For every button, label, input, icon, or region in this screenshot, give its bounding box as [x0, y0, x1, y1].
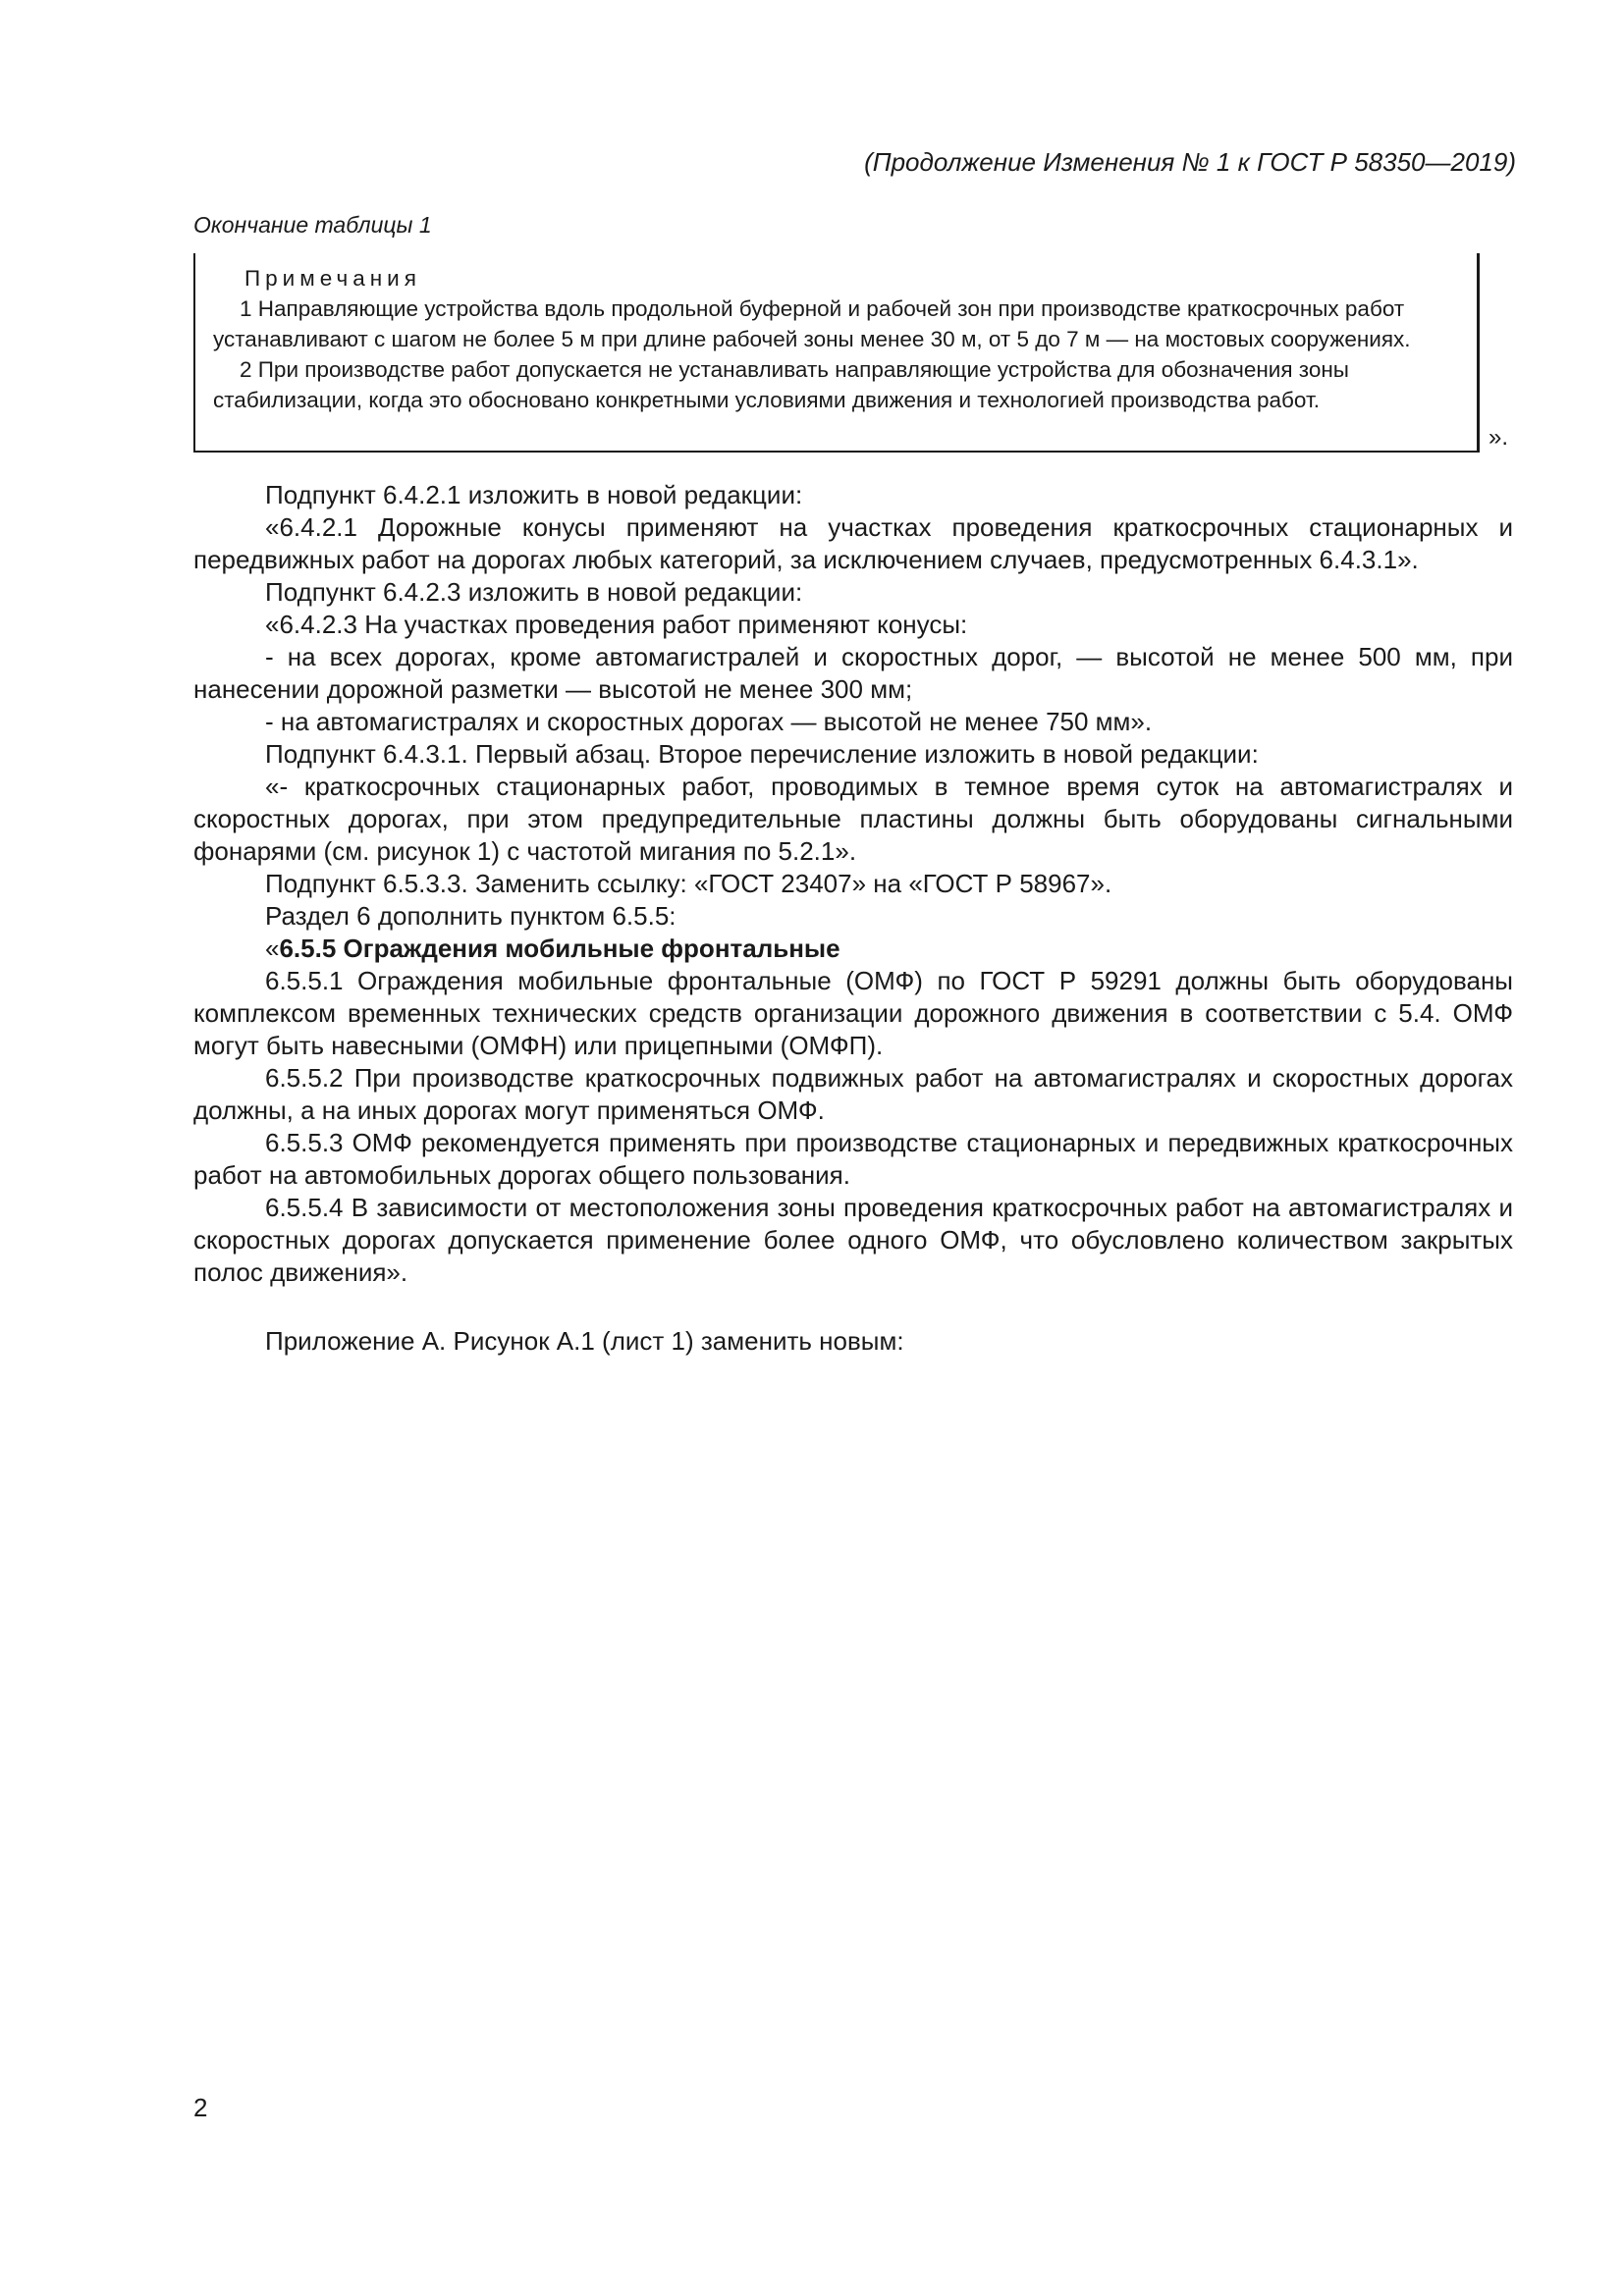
paragraph: - на всех дорогах, кроме автомагистралей и скоростных дорог, — высотой не менее 500 мм, при нанесении дорожной разметки — высотой не менее 300 мм;	[193, 642, 1513, 704]
body-text	[193, 479, 1513, 1358]
notes-body	[213, 294, 1459, 415]
section-paragraph: 6.5.5.2 При производстве краткосрочных подвижных работ на автомагистралях и скоростных дорогах должны, а на иных дорогах могут применяться ОМФ.	[193, 1063, 1513, 1125]
section-paragraph: 6.5.5.4 В зависимости от местоположения зоны проведения краткосрочных работ на автомагистралях и скоростных дорогах допускается применение более одного ОМФ, что обусловлено количеством закрытых полос движения».	[193, 1193, 1513, 1287]
section-paragraph: 6.5.5.3 ОМФ рекомендуется применять при производстве стационарных и передвижных краткосрочных работ на автомобильных дорогах общего пользования.	[193, 1128, 1513, 1190]
page-number: 2	[193, 2093, 208, 2122]
page-header: (Продолжение Изменения № 1 к ГОСТ Р 58350—2019)	[864, 147, 1516, 177]
heading-quote: «	[265, 934, 280, 963]
paragraph: Подпункт 6.5.3.3. Заменить ссылку: «ГОСТ 23407» на «ГОСТ Р 58967».	[265, 869, 1112, 898]
appendix-line: Приложение А. Рисунок А.1 (лист 1) заменить новым:	[265, 1326, 904, 1356]
paragraph: «6.4.2.1 Дорожные конусы применяют на участках проведения краткосрочных стационарных и передвижных работ на дорогах любых категорий, за исключением случаев, предусмотренных 6.4.3.1».	[193, 512, 1513, 574]
section-paragraph: 6.5.5.1 Ограждения мобильные фронтальные (ОМФ) по ГОСТ Р 59291 должны быть оборудованы комплексом временных технических средств организации дорожного движения в соответствии с 5.4. ОМФ могут быть навесными (ОМФН) или прицепными (ОМФП).	[193, 966, 1513, 1060]
paragraph: - на автомагистралях и скоростных дорогах — высотой не менее 750 мм».	[265, 707, 1153, 736]
note-item-2: 2 При производстве работ допускается не устанавливать направляющие устройства для обозначения зоны стабилизации, когда это обосновано конкретными условиями движения и технологией производства работ.	[213, 357, 1349, 412]
table-caption: Окончание таблицы 1	[193, 212, 432, 238]
heading-text: 6.5.5 Ограждения мобильные фронтальные	[279, 934, 840, 963]
notes-title: Примечания	[244, 266, 421, 291]
closing-quote: ».	[1489, 424, 1509, 451]
notes-table	[193, 253, 1480, 453]
paragraph: Подпункт 6.4.2.1 изложить в новой редакции:	[265, 480, 803, 509]
paragraph: «- краткосрочных стационарных работ, проводимых в темное время суток на автомагистралях и скоростных дорогах, при этом предупредительные пластины должны быть оборудованы сигнальными фонарями (см. рисунок 1) с частотой мигания по 5.2.1».	[193, 772, 1513, 866]
paragraph: Раздел 6 дополнить пунктом 6.5.5:	[265, 901, 677, 931]
paragraph: Подпункт 6.4.3.1. Первый абзац. Второе перечисление изложить в новой редакции:	[265, 739, 1259, 769]
note-item-1: 1 Направляющие устройства вдоль продольной буферной и рабочей зон при производстве краткосрочных работ устанавливают с шагом не более 5 м при длине рабочей зоны менее 30 м, от 5 до 7 м — на мостовых сооружениях.	[213, 296, 1411, 351]
paragraph: «6.4.2.3 На участках проведения работ применяют конусы:	[265, 610, 968, 639]
paragraph: Подпункт 6.4.2.3 изложить в новой редакции:	[265, 577, 803, 607]
section-heading	[193, 933, 1513, 965]
